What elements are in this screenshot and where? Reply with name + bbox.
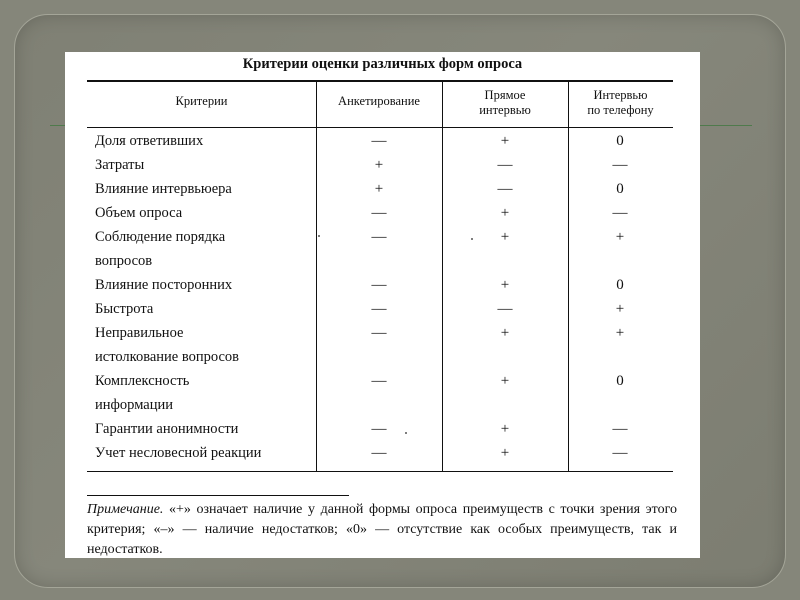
rating-phone: +	[615, 325, 625, 341]
rating-direct: +	[500, 325, 510, 341]
rating-survey: —	[371, 325, 387, 341]
criterion-cell: Доля ответивших	[95, 133, 204, 149]
table-bottom-rule	[87, 471, 673, 472]
header-phone-interview: Интервью по телефону	[587, 88, 654, 117]
rating-phone: —	[612, 157, 628, 173]
criterion-cell: Соблюдение порядка вопросов	[95, 229, 226, 269]
rating-survey: —	[371, 133, 387, 149]
table-note	[87, 500, 677, 560]
rating-direct: +	[500, 205, 510, 221]
rating-direct: +	[500, 445, 510, 461]
rating-phone: —	[612, 421, 628, 437]
rating-phone: +	[615, 301, 625, 317]
rating-direct: +	[500, 229, 510, 245]
header-direct-interview: Прямое интервью	[479, 88, 531, 117]
rating-survey: +	[374, 181, 384, 197]
rating-survey: —	[371, 277, 387, 293]
column-divider	[442, 81, 443, 471]
rating-phone: 0	[616, 277, 624, 293]
column-divider	[568, 81, 569, 471]
rating-phone: —	[612, 445, 628, 461]
accent-line-right	[700, 125, 752, 126]
header-criteria: Критерии	[175, 94, 228, 108]
rating-survey: —	[371, 205, 387, 221]
table-top-rule	[87, 80, 673, 82]
criterion-cell: Неправильное истолкование вопросов	[95, 325, 240, 365]
scanned-page	[65, 52, 700, 558]
scan-speck	[318, 235, 320, 237]
rating-direct: —	[497, 157, 513, 173]
criterion-cell: Влияние интервьюера	[95, 181, 232, 197]
rating-direct: +	[500, 421, 510, 437]
rating-phone: +	[615, 229, 625, 245]
rating-direct: +	[500, 373, 510, 389]
rating-survey: —	[371, 445, 387, 461]
note-text: «+» означает наличие у данной формы опроса преимуществ с точки зрения этого критерия; «–» — наличие недостатков; «0» — отсутствие как особых преимуществ, так и недостатков.	[87, 502, 678, 557]
rating-direct: +	[500, 133, 510, 149]
scan-speck	[471, 238, 473, 240]
rating-phone: 0	[616, 373, 624, 389]
criterion-cell: Комплексность информации	[95, 373, 190, 413]
criterion-cell: Влияние посторонних	[95, 277, 233, 293]
rating-direct: —	[497, 181, 513, 197]
note-rule	[87, 495, 349, 496]
rating-phone: 0	[616, 181, 624, 197]
criterion-cell: Затраты	[95, 157, 145, 173]
scan-speck	[405, 432, 407, 434]
criterion-cell: Гарантии анонимности	[95, 421, 239, 437]
header-survey: Анкетирование	[338, 94, 420, 108]
column-divider	[316, 81, 317, 471]
criterion-cell: Объем опроса	[95, 205, 183, 221]
table-title: Критерии оценки различных форм опроса	[242, 56, 523, 72]
rating-phone: —	[612, 205, 628, 221]
rating-direct: —	[497, 301, 513, 317]
rating-survey: —	[371, 301, 387, 317]
rating-survey: —	[371, 421, 387, 437]
criterion-cell: Учет несловесной реакции	[95, 445, 262, 461]
criterion-cell: Быстрота	[95, 301, 154, 317]
rating-survey: +	[374, 157, 384, 173]
rating-direct: +	[500, 277, 510, 293]
rating-phone: 0	[616, 133, 624, 149]
rating-survey: —	[371, 229, 387, 245]
rating-survey: —	[371, 373, 387, 389]
header-bottom-rule	[87, 127, 673, 128]
note-label: Примечание.	[87, 502, 164, 517]
